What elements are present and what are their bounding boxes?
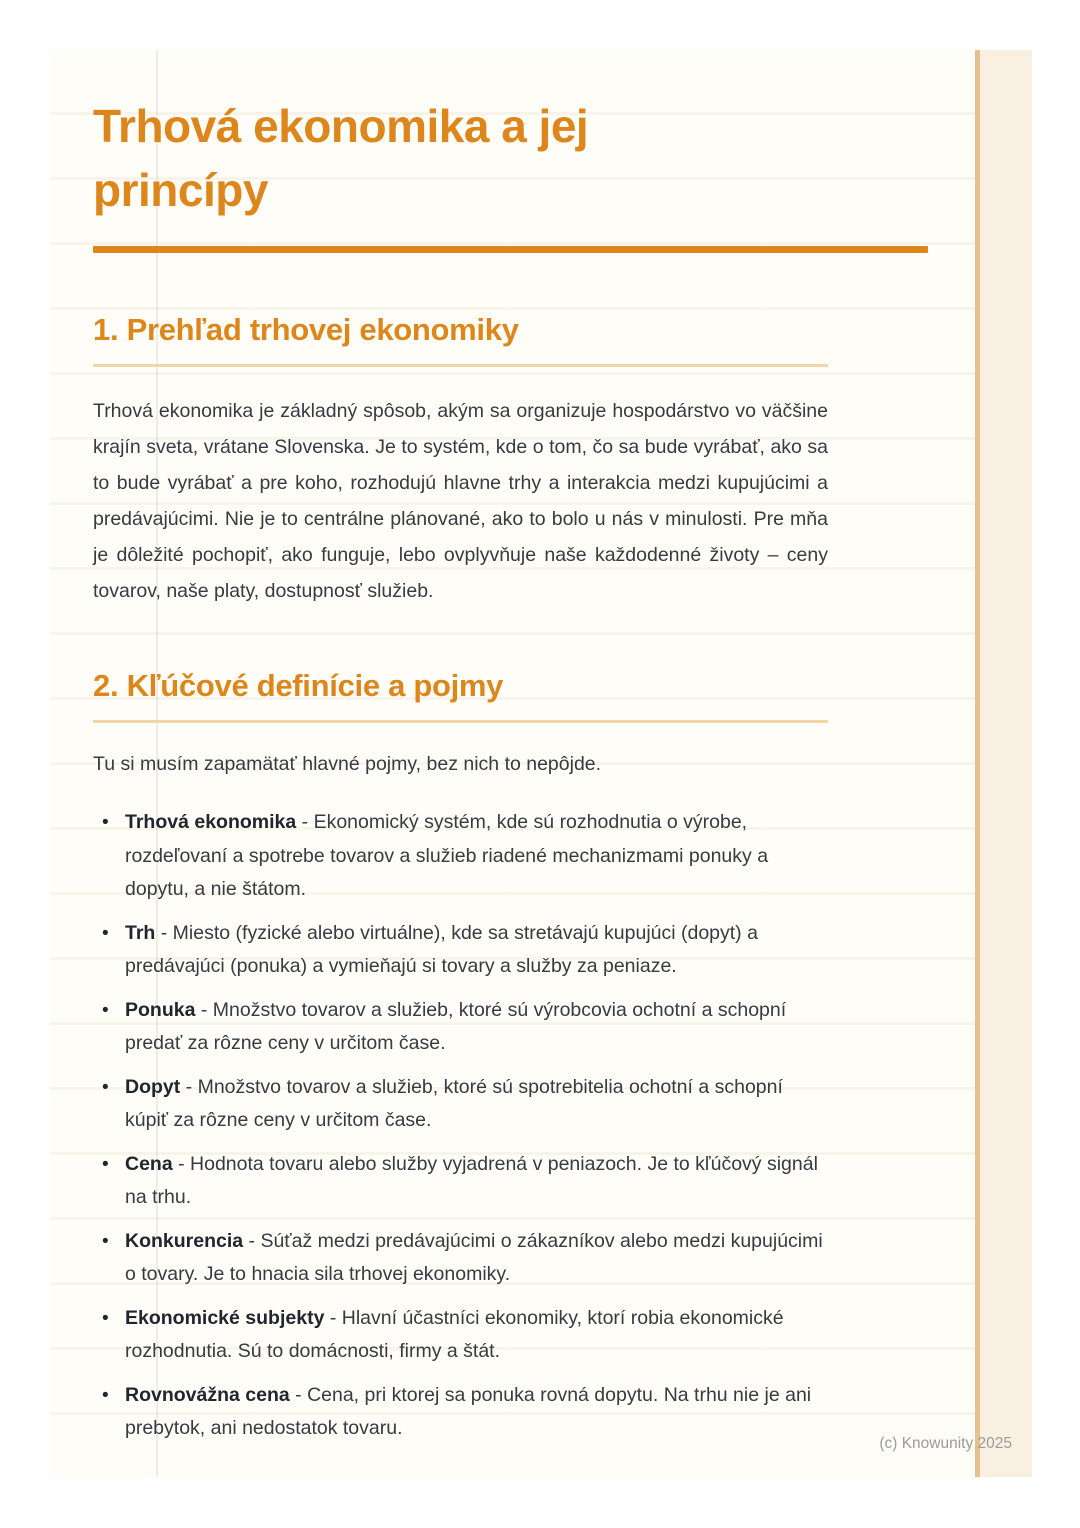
definition-item xyxy=(93,1302,830,1369)
bullet-icon: • xyxy=(102,1230,109,1252)
definition-text: - Hodnota tovaru alebo služby vyjadrená v peniazoch. Je to kľúčový signál na trhu. xyxy=(125,1152,818,1208)
definition-item xyxy=(93,1225,830,1292)
bullet-icon: • xyxy=(102,1307,109,1329)
bullet-icon: • xyxy=(102,1076,109,1098)
definition-text: - Množstvo tovarov a služieb, ktoré sú výrobcovia ochotní a schopní predať za rôzne ceny v určitom čase. xyxy=(125,998,787,1054)
section-2-divider xyxy=(93,720,828,723)
definition-term: Ponuka xyxy=(125,998,196,1021)
copyright-note: (c) Knowunity 2025 xyxy=(879,1435,1012,1452)
definition-text: - Súťaž medzi predávajúcimi o zákazníkov alebo medzi kupujúcimi o tovary. Je to hnacia sila trhovej ekonomiky. xyxy=(125,1229,823,1285)
section-2-intro: Tu si musím zapamätať hlavné pojmy, bez nich to nepôjde. xyxy=(93,753,602,775)
section-2-heading: 2. Kľúčové definície a pojmy xyxy=(93,668,504,703)
section-1-heading: 1. Prehľad trhovej ekonomiky xyxy=(93,312,519,347)
definition-term: Trhová ekonomika xyxy=(125,811,297,833)
definition-item xyxy=(93,806,830,907)
definition-item xyxy=(93,994,830,1061)
page-title: Trhová ekonomika a jej princípy xyxy=(93,100,589,216)
definition-term: Cena xyxy=(125,1152,173,1175)
section-1-divider xyxy=(93,364,828,367)
section-1-paragraph: Trhová ekonomika je základný spôsob, akým sa organizuje hospodárstvo vo väčšine krajín sveta, vrátane Slovenska. Je to systém, kde o tom, čo sa bude vyrábať, ako sa to bude vyrábať a pre koho, rozhodujú hlavne trhy a interakcia medzi kupujúcimi a predávajúcimi. Nie je to centrálne plánované, ako to bolo u nás v minulosti. Pre mňa je dôležité pochopiť, ako funguje, lebo ovplyvňuje naše každodenné životy – ceny tovarov, naše platy, dostupnosť služieb. xyxy=(93,400,828,602)
bullet-icon: • xyxy=(102,812,109,833)
definition-text: - Množstvo tovarov a služieb, ktoré sú spotrebitelia ochotní a schopní kúpiť za rôzne ceny v určitom čase. xyxy=(125,1075,783,1131)
page-content xyxy=(50,50,975,1456)
notebook-page xyxy=(50,50,1032,1477)
definition-term: Rovnovážna cena xyxy=(125,1383,290,1406)
bullet-icon: • xyxy=(102,922,109,944)
definition-term: Dopyt xyxy=(125,1075,181,1098)
definition-text: - Ekonomický systém, kde sú rozhodnutia o výrobe, rozdeľovaní a spotrebe tovarov a služieb riadené mechanizmami ponuky a dopytu, a nie štátom. xyxy=(125,811,769,900)
bullet-icon: • xyxy=(102,999,109,1021)
definition-text: - Cena, pri ktorej sa ponuka rovná dopytu. Na trhu nie je ani prebytok, ani nedostatok tovaru. xyxy=(125,1383,812,1439)
definition-item xyxy=(93,1148,830,1215)
definition-text: - Hlavní účastníci ekonomiky, ktorí robia ekonomické rozhodnutia. Sú to domácnosti, firmy a štát. xyxy=(125,1306,784,1362)
definitions-list xyxy=(93,806,830,1446)
bullet-icon: • xyxy=(102,1384,109,1406)
definition-text: - Miesto (fyzické alebo virtuálne), kde sa stretávajú kupujúci (dopyt) a predávajúci (ponuka) a vymieňajú si tovary a služby za peniaze. xyxy=(125,921,758,977)
definition-term: Konkurencia xyxy=(125,1229,244,1252)
definition-item xyxy=(93,917,830,984)
page-spine xyxy=(975,50,1032,1477)
definition-item xyxy=(93,1379,830,1446)
definition-term: Ekonomické subjekty xyxy=(125,1306,325,1329)
definition-item xyxy=(93,1071,830,1138)
section-overview xyxy=(93,311,975,609)
definition-term: Trh xyxy=(125,921,156,944)
section-definitions xyxy=(93,667,975,1446)
bullet-icon: • xyxy=(102,1153,109,1175)
title-divider xyxy=(93,246,928,253)
